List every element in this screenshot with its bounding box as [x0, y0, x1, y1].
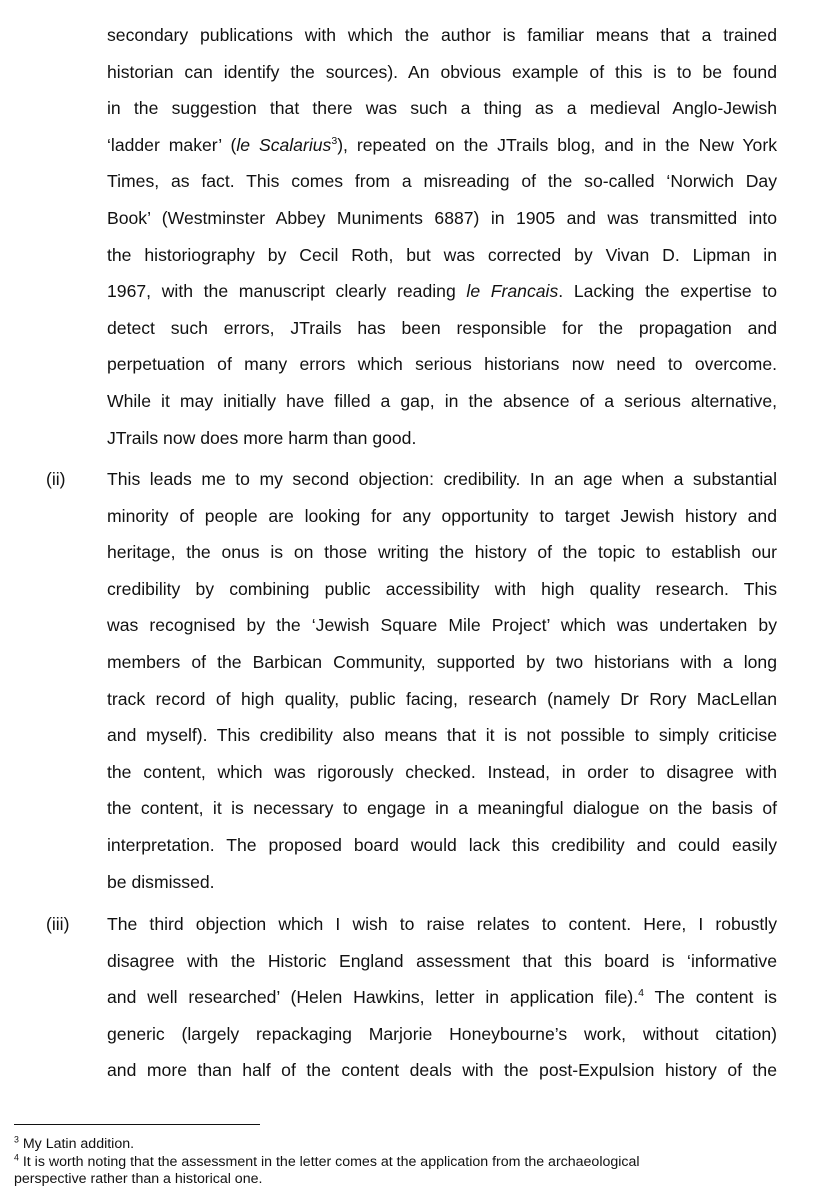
- footnote-4-continued: [14, 1171, 754, 1189]
- text-line: interpretation. The proposed board would lack this credibility and could easily: [107, 834, 777, 855]
- text-line: Book’ (Westminster Abbey Muniments 6887) in 1905 and was transmitted into: [107, 207, 777, 228]
- objection-iii-paragraph: [107, 906, 777, 1089]
- footnote-number: 3: [14, 1134, 19, 1145]
- text-line: disagree with the Historic England assessment that this board is ‘informative: [107, 950, 777, 971]
- list-marker-iii: (iii): [46, 914, 70, 934]
- paragraph-continuation: [107, 17, 777, 456]
- text-line: minority of people are looking for any opportunity to target Jewish history and: [107, 505, 777, 526]
- text-line: in the suggestion that there was such a thing as a medieval Anglo-Jewish: [107, 98, 777, 119]
- text-line: heritage, the onus is on those writing the history of the topic to establish our: [107, 542, 777, 563]
- text-line: [107, 273, 777, 310]
- footnote-separator: [14, 1124, 260, 1125]
- text-line: The third objection which I wish to raise relates to content. Here, I robustly: [107, 914, 777, 934]
- footnote-number: 4: [14, 1151, 19, 1162]
- footnote-text: perspective rather than a historical one.: [14, 1171, 263, 1187]
- text-line: perpetuation of many errors which serious historians now need to overcome.: [107, 354, 777, 375]
- text-line: and myself). This credibility also means that it is not possible to simply criticise: [107, 725, 777, 746]
- text-line: credibility by combining public accessibility with high quality research. This: [107, 578, 777, 599]
- text-line: While it may initially have filled a gap, in the absence of a serious alternative,: [107, 390, 777, 411]
- footnote-text: It is worth noting that the assessment in the letter comes at the application from the archaeological: [18, 1153, 640, 1170]
- text-line: This leads me to my second objection: credibility. In an age when a substantial: [107, 469, 777, 489]
- text-line: generic (largely repackaging Marjorie Honeybourne’s work, without citation): [107, 1023, 777, 1044]
- text-run: 1967, with the manuscript clearly reading: [107, 281, 467, 302]
- text-run: The content is: [644, 987, 777, 1008]
- text-line: secondary publications with which the author is familiar means that a trained: [107, 25, 777, 45]
- text-line: the historiography by Cecil Roth, but was corrected by Vivan D. Lipman in: [107, 244, 777, 265]
- text-line: detect such errors, JTrails has been responsible for the propagation and: [107, 317, 777, 338]
- text-line: historian can identify the sources). An obvious example of this is to be found: [107, 61, 777, 82]
- text-run: . Lacking the expertise to: [558, 281, 777, 302]
- footnote-ref-4: 4: [638, 987, 644, 1000]
- footnote-text: My Latin addition.: [18, 1136, 135, 1152]
- text-line: Times, as fact. This comes from a misreading of the so-called ‘Norwich Day: [107, 171, 777, 192]
- text-line: track record of high quality, public facing, research (namely Dr Rory MacLellan: [107, 688, 777, 709]
- footnote-ref-3: 3: [331, 134, 338, 147]
- text-line: [107, 979, 777, 1016]
- italic-term: le Scalarius: [236, 134, 332, 155]
- footnote-4: [14, 1151, 754, 1172]
- objection-ii-paragraph: [107, 461, 777, 900]
- text-run: and well researched’ (Helen Hawkins, letter in application file).: [107, 987, 639, 1008]
- footnotes: [14, 1136, 754, 1189]
- text-line: the content, which was rigorously checked. Instead, in order to disagree with: [107, 761, 777, 782]
- text-run: ‘ladder maker’ (: [107, 134, 237, 155]
- text-line: the content, it is necessary to engage in a meaningful dialogue on the basis of: [107, 798, 777, 819]
- text-run: ), repeated on the JTrails blog, and in the New York: [337, 134, 777, 155]
- text-line: JTrails now does more harm than good.: [107, 427, 417, 448]
- list-marker-ii: (ii): [46, 469, 66, 489]
- text-line: members of the Barbican Community, supported by two historians with a long: [107, 651, 777, 672]
- footnote-3: [14, 1136, 754, 1154]
- text-line: be dismissed.: [107, 871, 215, 892]
- text-line: and more than half of the content deals with the post-Expulsion history of the: [107, 1060, 777, 1081]
- text-line: [107, 127, 777, 164]
- text-line: was recognised by the ‘Jewish Square Mile Project’ which was undertaken by: [107, 615, 777, 636]
- italic-term: le Francais: [466, 281, 559, 302]
